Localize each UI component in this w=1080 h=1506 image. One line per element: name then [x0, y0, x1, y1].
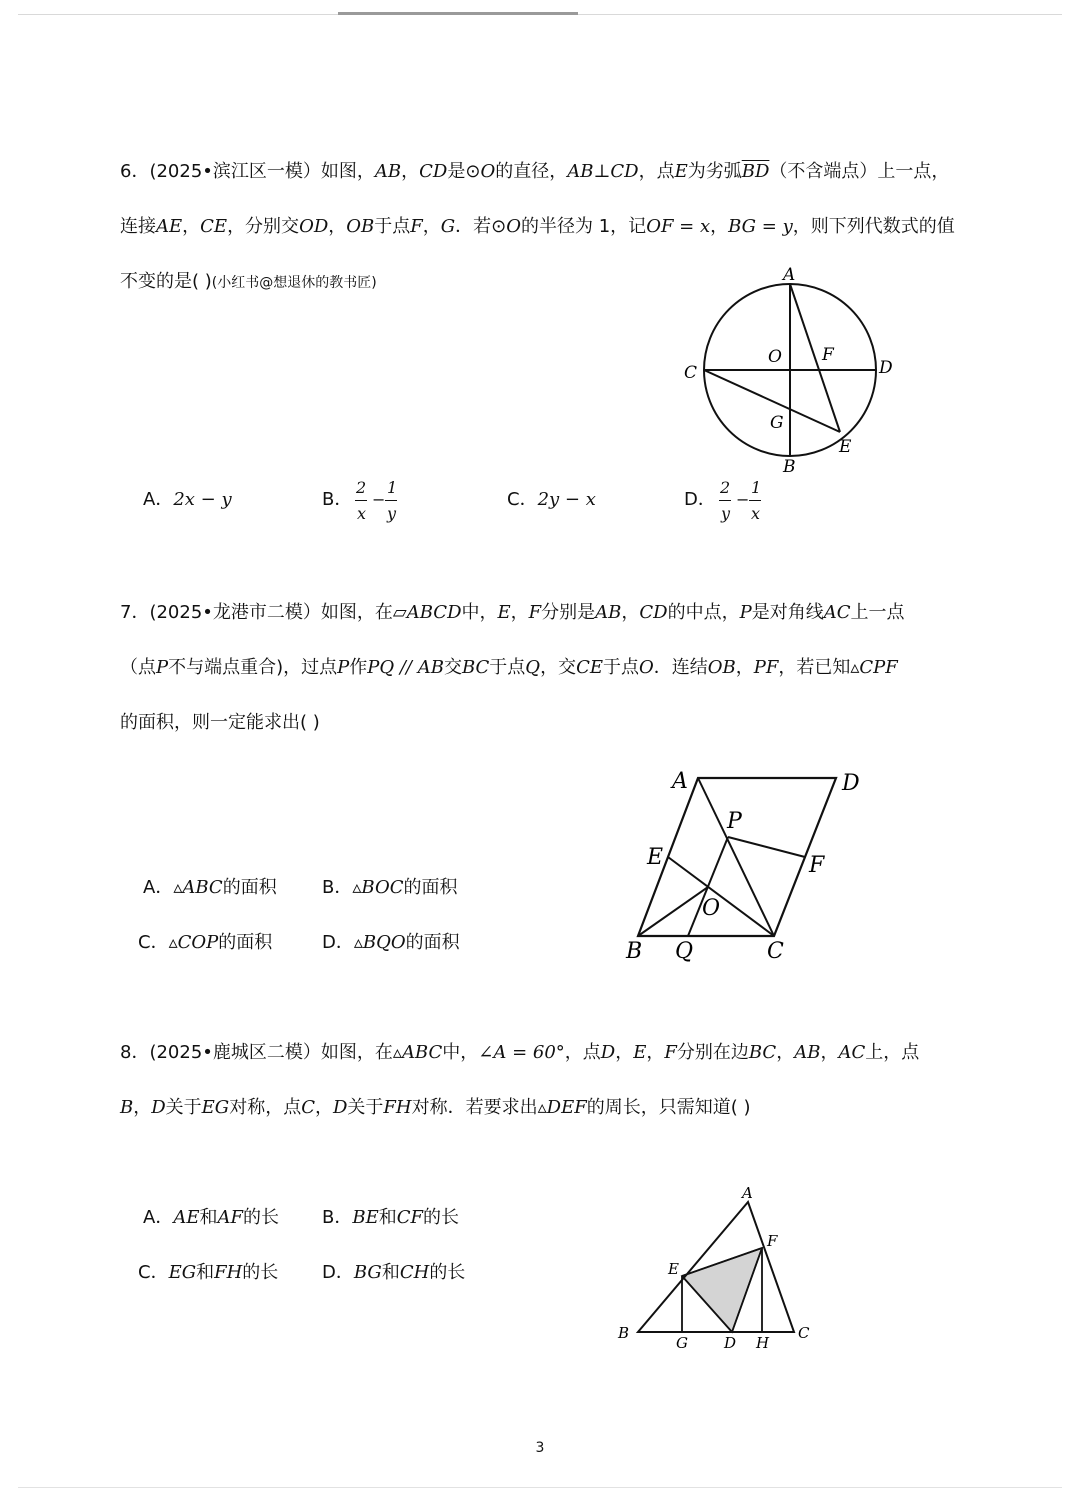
q7-option-d[interactable]: D．▵BQO的面积	[322, 932, 460, 953]
label-q: Q	[675, 939, 694, 964]
watermark-note: (小红书@想退休的教书匠)	[211, 275, 377, 291]
q8-figure	[610, 1180, 825, 1355]
label-c: C	[798, 1324, 810, 1342]
q8-line1: 8．(2025•鹿城区二模）如图，在▵ABC中，∠A = 60°，点D，E，F分别在边BC，AB，AC上，点	[120, 1042, 920, 1063]
q7-figure	[610, 760, 880, 970]
label-a: A	[672, 769, 688, 794]
q6-option-c[interactable]: C．2y − x	[507, 489, 596, 510]
q7-line2: （点P不与端点重合)，过点P作PQ // AB交BC于点Q，交CE于点O．连结OB，PF，若已知▵CPF	[120, 657, 898, 678]
scan-mark	[338, 12, 578, 15]
label-d: D	[879, 358, 893, 378]
label-e: E	[839, 437, 852, 457]
q6-figure	[670, 260, 910, 480]
label-b: B	[618, 1324, 630, 1342]
label-a: A	[783, 265, 796, 285]
label-e: E	[647, 845, 664, 870]
label-g: G	[676, 1334, 688, 1352]
q8-option-c[interactable]: C．EG和FH的长	[138, 1262, 279, 1283]
q6-option-b-expr: 2 x − 1 y	[356, 478, 398, 523]
q6-option-d[interactable]: D．	[684, 489, 716, 510]
label-o: O	[702, 896, 721, 921]
label-e: E	[668, 1260, 679, 1278]
q6-option-a[interactable]: A．2x − y	[143, 489, 232, 510]
segment-ce	[668, 857, 774, 936]
q6-option-d-expr: 2 y − 1 x	[720, 478, 762, 523]
q7-option-a[interactable]: A．▵ABC的面积	[143, 877, 277, 898]
label-f: F	[822, 345, 834, 365]
q8-option-b[interactable]: B．BE和CF的长	[322, 1207, 459, 1228]
q7-option-c[interactable]: C．▵COP的面积	[138, 932, 273, 953]
q6-line2: 连接AE，CE，分别交OD，OB于点F，G．若⊙O的半径为 1，记OF = x，BG = y，则下列代数式的值	[120, 216, 955, 237]
label-c: C	[684, 363, 698, 383]
page-number: 3	[535, 1440, 545, 1456]
q6-line1: 6．(2025•滨江区一模）如图，AB，CD是⊙O的直径，AB⊥CD，点E为劣弧$\overline{BD}$（不含端点）上一点，	[120, 161, 950, 182]
label-f: F	[767, 1232, 778, 1250]
q7-line1: 7．(2025•龙港市二模）如图，在▱ABCD中，E，F分别是AB，CD的中点，P是对角线AC上一点	[120, 602, 905, 623]
label-a: A	[742, 1184, 753, 1202]
label-o: O	[768, 347, 782, 367]
q7-option-b[interactable]: B．▵BOC的面积	[322, 877, 458, 898]
label-h: H	[756, 1334, 770, 1352]
segment-pf	[728, 837, 805, 857]
q8-option-a[interactable]: A．AE和AF的长	[143, 1207, 279, 1228]
q7-line3: 的面积，则一定能求出( )	[120, 712, 320, 733]
segment-pq	[688, 837, 728, 936]
label-f: F	[809, 853, 825, 878]
label-d: D	[724, 1334, 737, 1352]
q8-line2: B，D关于EG对称，点C，D关于FH对称．若要求出▵DEF的周长，只需知道( )	[120, 1097, 751, 1118]
label-g: G	[770, 413, 784, 433]
bottom-rule	[18, 1487, 1062, 1488]
q8-option-d[interactable]: D．BG和CH的长	[322, 1262, 466, 1283]
label-d: D	[842, 771, 860, 796]
q6-line3: 不变的是( )(小红书@想退休的教书匠)	[120, 271, 377, 292]
label-b: B	[626, 939, 643, 964]
label-b: B	[783, 457, 796, 477]
label-p: P	[727, 809, 742, 834]
label-c: C	[767, 939, 784, 964]
q6-option-b[interactable]: B．	[322, 489, 353, 510]
arc-bd: $\overline{BD}$	[741, 161, 770, 182]
